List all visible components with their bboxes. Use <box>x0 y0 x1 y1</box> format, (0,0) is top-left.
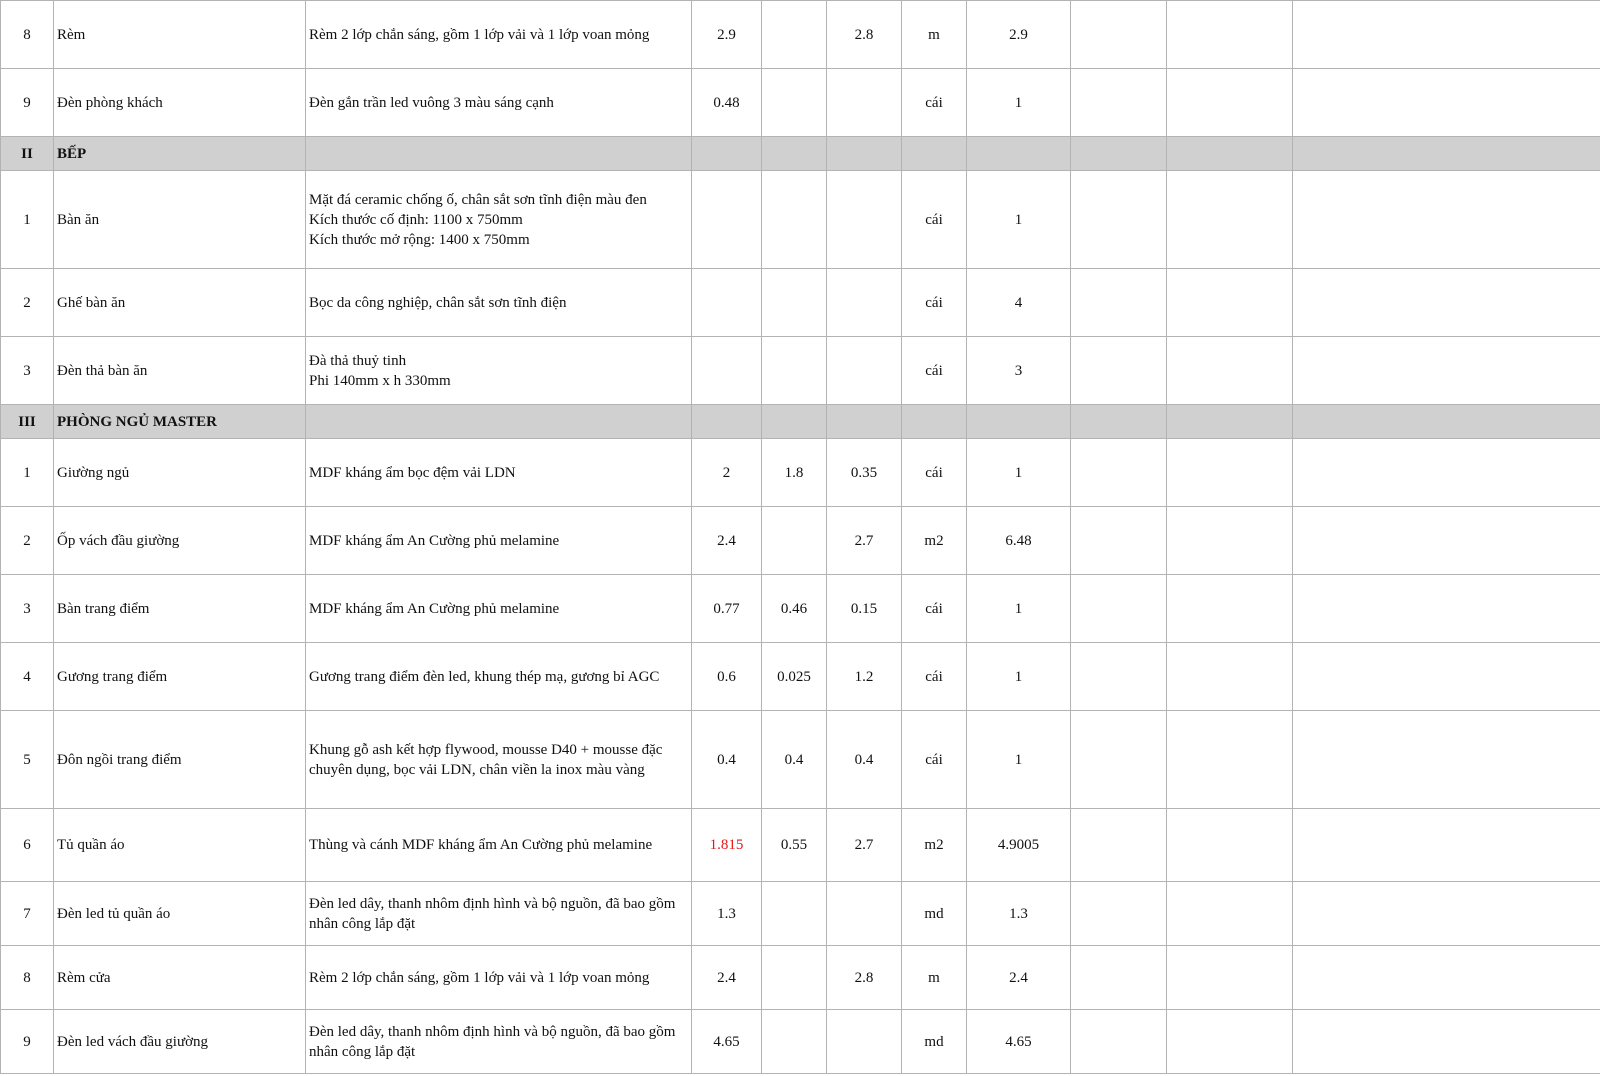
empty-cell <box>1071 337 1167 405</box>
width-cell <box>762 69 827 137</box>
section-title: BẾP <box>54 137 306 171</box>
length-cell <box>692 171 762 269</box>
empty-cell <box>1071 946 1167 1010</box>
width-cell <box>762 946 827 1010</box>
unit-cell: cái <box>902 171 967 269</box>
item-description: MDF kháng ẩm An Cường phủ melamine <box>306 507 692 575</box>
empty-cell <box>1293 439 1600 507</box>
length-cell: 0.6 <box>692 643 762 711</box>
unit-cell: md <box>902 1010 967 1074</box>
unit-cell: m2 <box>902 507 967 575</box>
empty-cell <box>1071 1010 1167 1074</box>
row-number: 4 <box>1 643 54 711</box>
length-cell: 2.4 <box>692 507 762 575</box>
item-name: Ghế bàn ăn <box>54 269 306 337</box>
unit-cell: cái <box>902 439 967 507</box>
length-cell-highlighted: 1.815 <box>692 809 762 882</box>
empty-cell <box>1293 809 1600 882</box>
quantity-cell: 4 <box>967 269 1071 337</box>
empty-cell <box>1167 1 1293 69</box>
item-name: Bàn trang điểm <box>54 575 306 643</box>
height-cell: 2.7 <box>827 507 902 575</box>
unit-cell: cái <box>902 575 967 643</box>
empty-cell <box>1167 269 1293 337</box>
item-description: MDF kháng ẩm An Cường phủ melamine <box>306 575 692 643</box>
empty-cell <box>1167 1010 1293 1074</box>
unit-cell: cái <box>902 337 967 405</box>
row-number: 6 <box>1 809 54 882</box>
empty-cell <box>1167 439 1293 507</box>
table-row <box>1 507 1600 575</box>
item-description: Bọc da công nghiệp, chân sắt sơn tĩnh điện <box>306 269 692 337</box>
height-cell: 0.4 <box>827 711 902 809</box>
empty-cell <box>1293 946 1600 1010</box>
section-title: PHÒNG NGỦ MASTER <box>54 405 306 439</box>
empty-cell <box>1167 337 1293 405</box>
empty-cell <box>1293 575 1600 643</box>
unit-cell: m <box>902 1 967 69</box>
quantity-cell: 2.9 <box>967 1 1071 69</box>
length-cell: 0.77 <box>692 575 762 643</box>
empty-cell <box>1293 171 1600 269</box>
item-name: Đèn thả bàn ăn <box>54 337 306 405</box>
empty-cell <box>1293 337 1600 405</box>
empty-cell <box>1071 507 1167 575</box>
width-cell: 0.025 <box>762 643 827 711</box>
item-name: Đôn ngồi trang điểm <box>54 711 306 809</box>
table-row <box>1 1010 1600 1074</box>
width-cell <box>762 1010 827 1074</box>
item-description: Thùng và cánh MDF kháng ẩm An Cường phủ melamine <box>306 809 692 882</box>
row-number: 8 <box>1 946 54 1010</box>
empty-cell <box>1167 575 1293 643</box>
empty-cell <box>1293 269 1600 337</box>
width-cell <box>762 337 827 405</box>
empty-cell <box>1167 69 1293 137</box>
empty-cell <box>1293 643 1600 711</box>
quantity-cell: 1 <box>967 69 1071 137</box>
width-cell: 0.46 <box>762 575 827 643</box>
item-description: Gương trang điểm đèn led, khung thép mạ, gương bỉ AGC <box>306 643 692 711</box>
row-number: 3 <box>1 337 54 405</box>
row-number: 8 <box>1 1 54 69</box>
empty-cell <box>1071 269 1167 337</box>
length-cell: 2 <box>692 439 762 507</box>
item-name: Đèn phòng khách <box>54 69 306 137</box>
table-row <box>1 439 1600 507</box>
quantity-cell: 4.9005 <box>967 809 1071 882</box>
item-description: Mặt đá ceramic chống ố, chân sắt sơn tĩnh điện màu đen Kích thước cố định: 1100 x 750mm Kích thước mở rộng: 1400 x 750mm <box>306 171 692 269</box>
quantity-cell: 1 <box>967 439 1071 507</box>
height-cell: 2.7 <box>827 809 902 882</box>
empty-cell <box>1167 809 1293 882</box>
empty-cell <box>1071 711 1167 809</box>
height-cell <box>827 882 902 946</box>
item-description: Đèn gắn trần led vuông 3 màu sáng cạnh <box>306 69 692 137</box>
height-cell: 2.8 <box>827 946 902 1010</box>
table-row <box>1 171 1600 269</box>
height-cell: 0.15 <box>827 575 902 643</box>
item-description: Rèm 2 lớp chắn sáng, gồm 1 lớp vải và 1 lớp voan mỏng <box>306 1 692 69</box>
quantity-cell: 3 <box>967 337 1071 405</box>
item-description: Đèn led dây, thanh nhôm định hình và bộ nguồn, đã bao gồm nhân công lắp đặt <box>306 1010 692 1074</box>
width-cell: 1.8 <box>762 439 827 507</box>
width-cell <box>762 171 827 269</box>
empty-cell <box>1293 1 1600 69</box>
length-cell <box>692 269 762 337</box>
row-number: 7 <box>1 882 54 946</box>
row-number: 2 <box>1 507 54 575</box>
quantity-cell: 1 <box>967 575 1071 643</box>
empty-cell <box>1293 711 1600 809</box>
unit-cell: cái <box>902 711 967 809</box>
quantity-cell: 1 <box>967 171 1071 269</box>
width-cell <box>762 882 827 946</box>
empty-cell <box>1071 69 1167 137</box>
row-number: 9 <box>1 1010 54 1074</box>
empty-cell <box>1071 171 1167 269</box>
item-name: Gương trang điểm <box>54 643 306 711</box>
row-number: 2 <box>1 269 54 337</box>
length-cell: 0.4 <box>692 711 762 809</box>
length-cell <box>692 337 762 405</box>
item-description: Khung gỗ ash kết hợp flywood, mousse D40 + mousse đặc chuyên dụng, bọc vải LDN, chân viền la inox màu vàng <box>306 711 692 809</box>
quantity-cell: 1 <box>967 711 1071 809</box>
unit-cell: cái <box>902 643 967 711</box>
table-row <box>1 643 1600 711</box>
quantity-cell: 4.65 <box>967 1010 1071 1074</box>
empty-cell <box>1071 439 1167 507</box>
empty-cell <box>1167 171 1293 269</box>
empty-cell <box>1293 882 1600 946</box>
unit-cell: m2 <box>902 809 967 882</box>
table-row <box>1 882 1600 946</box>
item-description: Đèn led dây, thanh nhôm định hình và bộ nguồn, đã bao gồm nhân công lắp đặt <box>306 882 692 946</box>
table-row <box>1 575 1600 643</box>
empty-cell <box>1071 643 1167 711</box>
empty-cell <box>1293 69 1600 137</box>
height-cell <box>827 269 902 337</box>
row-number: 5 <box>1 711 54 809</box>
row-number: 1 <box>1 439 54 507</box>
width-cell <box>762 1 827 69</box>
height-cell <box>827 337 902 405</box>
section-number: II <box>1 137 54 171</box>
height-cell: 0.35 <box>827 439 902 507</box>
quantity-cell: 1.3 <box>967 882 1071 946</box>
width-cell <box>762 269 827 337</box>
height-cell <box>827 1010 902 1074</box>
empty-cell <box>1167 882 1293 946</box>
empty-cell <box>1071 809 1167 882</box>
empty-cell <box>1167 507 1293 575</box>
quantity-cell: 6.48 <box>967 507 1071 575</box>
table-row <box>1 69 1600 137</box>
empty-cell <box>1167 643 1293 711</box>
length-cell: 1.3 <box>692 882 762 946</box>
quantity-cell: 1 <box>967 643 1071 711</box>
item-description: Đà thả thuỷ tinh Phi 140mm x h 330mm <box>306 337 692 405</box>
empty-cell <box>1293 1010 1600 1074</box>
height-cell <box>827 171 902 269</box>
table-row <box>1 946 1600 1010</box>
section-row <box>1 137 1600 171</box>
item-name: Ốp vách đầu giường <box>54 507 306 575</box>
item-name: Bàn ăn <box>54 171 306 269</box>
row-number: 1 <box>1 171 54 269</box>
length-cell: 4.65 <box>692 1010 762 1074</box>
row-number: 3 <box>1 575 54 643</box>
item-name: Giường ngủ <box>54 439 306 507</box>
section-row <box>1 405 1600 439</box>
quantity-cell: 2.4 <box>967 946 1071 1010</box>
table-row <box>1 269 1600 337</box>
width-cell <box>762 507 827 575</box>
unit-cell: cái <box>902 69 967 137</box>
empty-cell <box>1167 946 1293 1010</box>
item-name: Rèm <box>54 1 306 69</box>
height-cell: 2.8 <box>827 1 902 69</box>
length-cell: 0.48 <box>692 69 762 137</box>
table-row <box>1 711 1600 809</box>
item-name: Rèm cửa <box>54 946 306 1010</box>
unit-cell: md <box>902 882 967 946</box>
table-row <box>1 337 1600 405</box>
table-row <box>1 809 1600 882</box>
item-name: Tủ quần áo <box>54 809 306 882</box>
empty-cell <box>1167 711 1293 809</box>
height-cell <box>827 69 902 137</box>
height-cell: 1.2 <box>827 643 902 711</box>
empty-cell <box>1071 1 1167 69</box>
table-row <box>1 1 1600 69</box>
section-number: III <box>1 405 54 439</box>
item-name: Đèn led vách đầu giường <box>54 1010 306 1074</box>
item-name: Đèn led tủ quần áo <box>54 882 306 946</box>
width-cell: 0.4 <box>762 711 827 809</box>
length-cell: 2.4 <box>692 946 762 1010</box>
length-cell: 2.9 <box>692 1 762 69</box>
empty-cell <box>1071 575 1167 643</box>
width-cell: 0.55 <box>762 809 827 882</box>
row-number: 9 <box>1 69 54 137</box>
unit-cell: m <box>902 946 967 1010</box>
unit-cell: cái <box>902 269 967 337</box>
empty-cell <box>1071 882 1167 946</box>
empty-cell <box>1293 507 1600 575</box>
item-description: Rèm 2 lớp chắn sáng, gồm 1 lớp vải và 1 lớp voan mỏng <box>306 946 692 1010</box>
item-description: MDF kháng ẩm bọc đệm vải LDN <box>306 439 692 507</box>
